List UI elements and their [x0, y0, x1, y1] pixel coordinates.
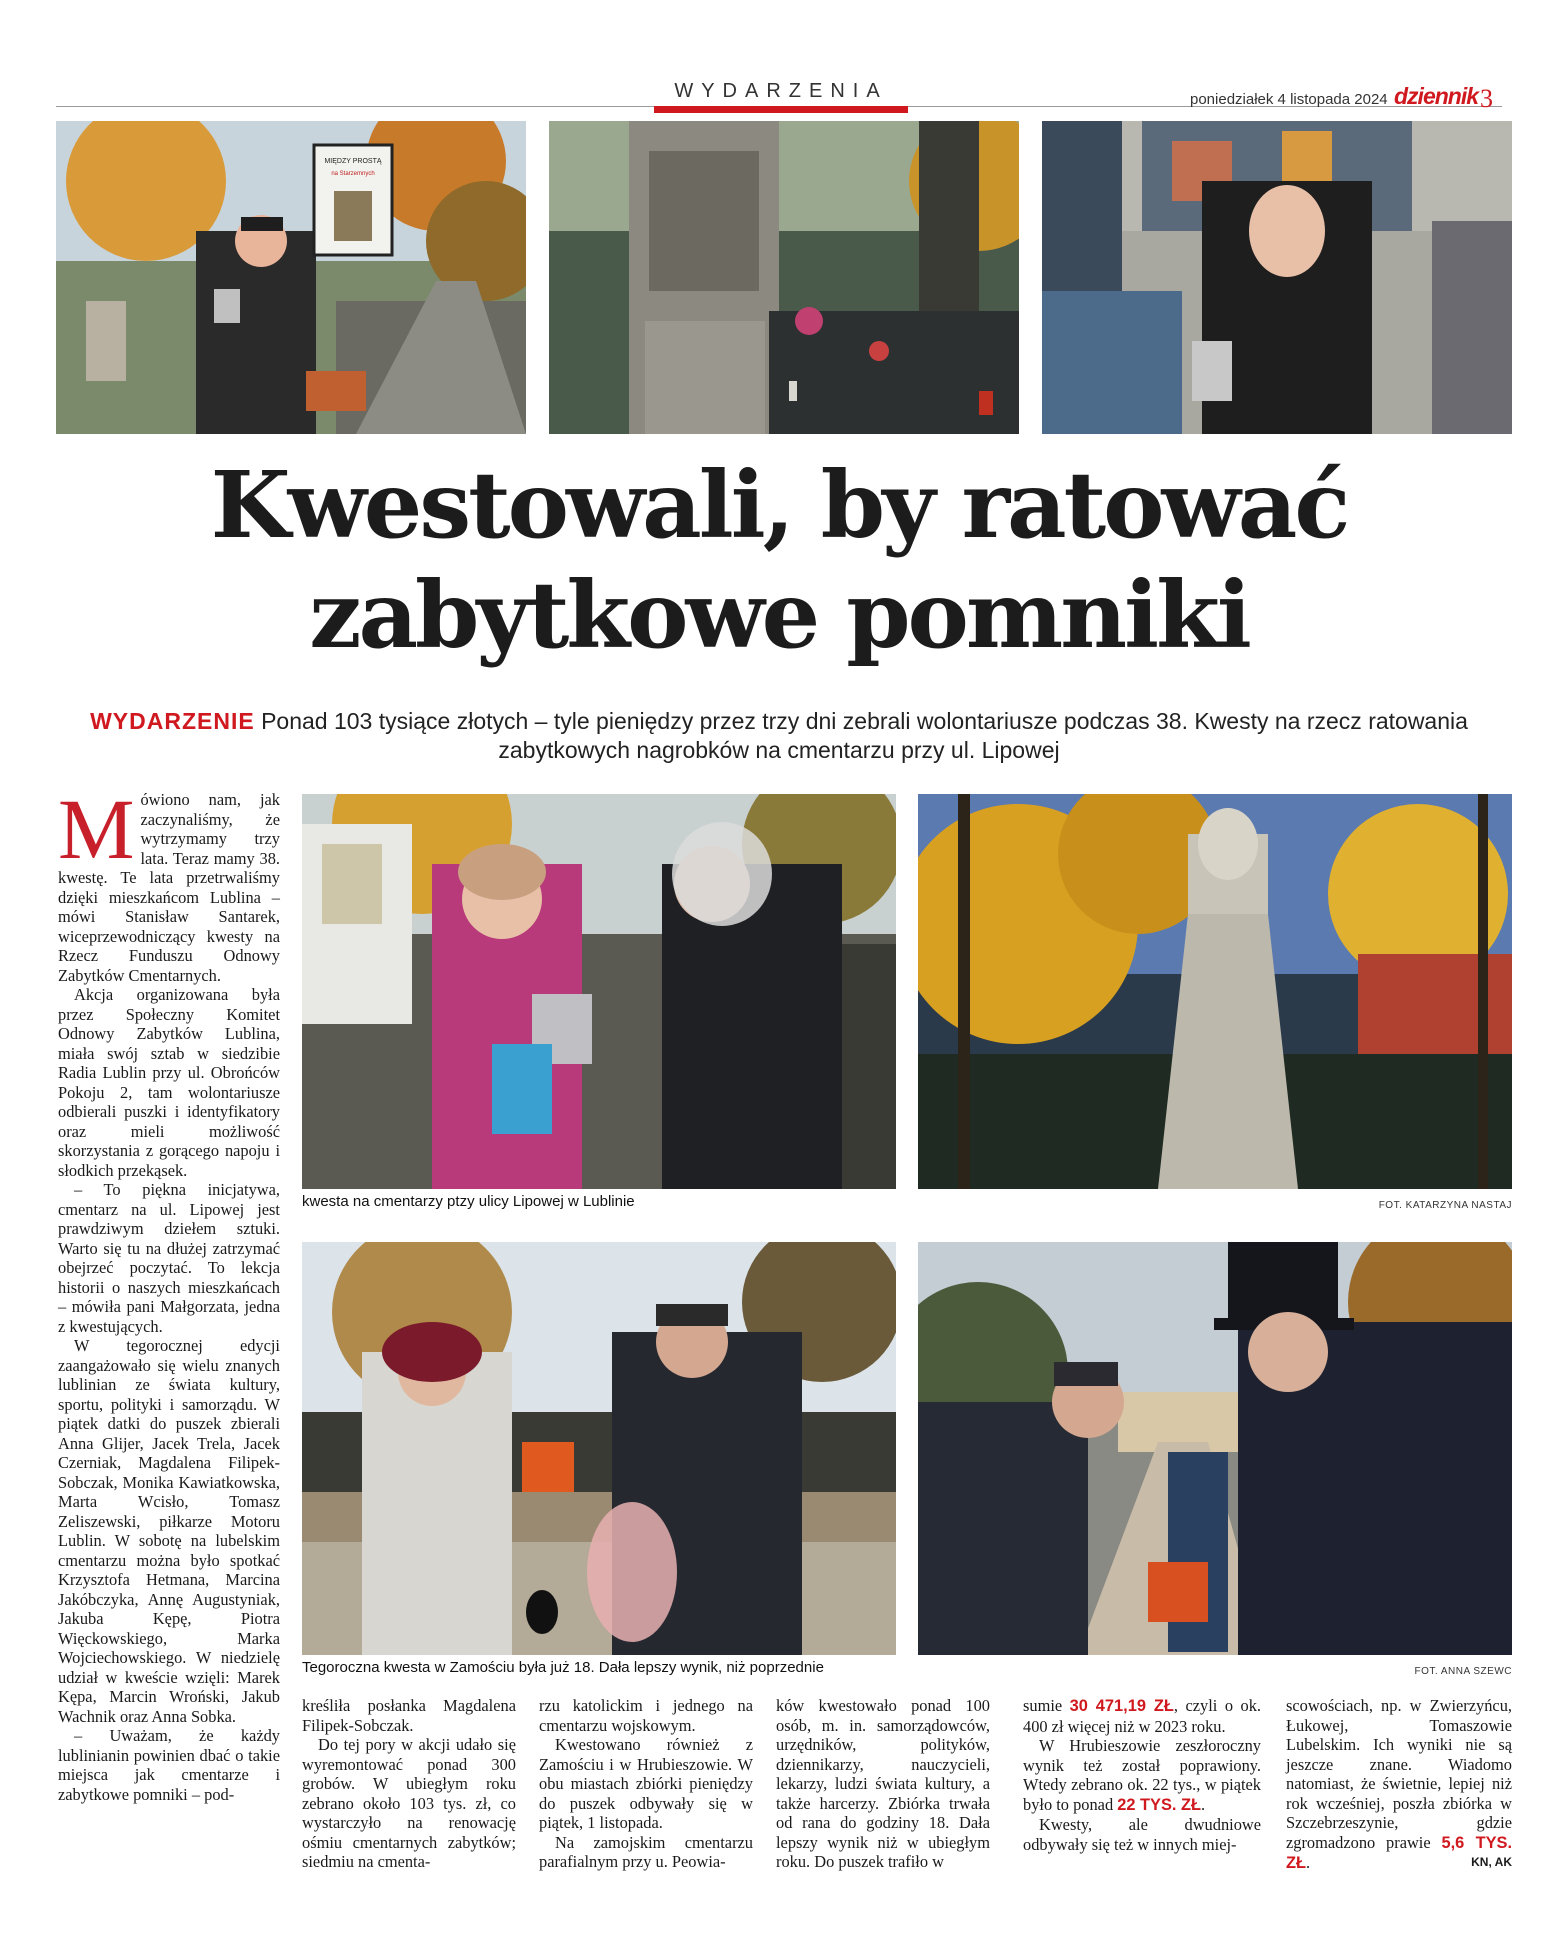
section-underline — [654, 106, 908, 113]
text-run: . — [1306, 1853, 1311, 1872]
article-column-1 — [58, 781, 280, 1804]
photo-zamosc-tophat-collector — [918, 1242, 1512, 1655]
article-column-5 — [1023, 1696, 1261, 1854]
paragraph: W tegorocznej edycji zaangażowało się wielu znanych lublinian ze świata kultury, sportu, polityki i samorządu. W piątek datki do puszek zbierali Anna Glijer, Jacek Trela, Jacek Czerniak, Magdalena Filipek-Sobczak, Monika Kawiatkowska, Marta Wcisło, Tomasz Zeliszewski, piłkarze Motoru Lublin. W sobotę na lubelskim cmentarzu można było spotkać Krzysztofa Hetmana, Marcina Jakóbczyka, Annę Augustyniak, Jakuba Kępę, Piotra Więckowskiego, Marka Wojciechowskiego. W niedzielę udział w kweście wzięli: Marek Kępa, Marcin Wroński, Jakub Wachnik oraz Anna Sobka. — [58, 1336, 280, 1726]
photo-collector-with-sign — [56, 121, 526, 434]
issue-date: poniedziałek 4 listopada 2024 — [1190, 91, 1388, 108]
headline-line-1: Kwestowali, by ratować — [210, 451, 1348, 559]
caption-photos-zamosc: Tegoroczna kwesta w Zamościu była już 18. Dała lepszy wynik, niż poprzednie — [302, 1659, 824, 1676]
paragraph-intro-text: ówiono nam, jak zaczynaliśmy, że wytrzymamy trzy lata. Teraz mamy 38. kwestę. Te lata przetrwaliśmy dzięki mieszkańcom Lublina – mówi Stanisław Santarek, wiceprzewodniczący kwesty na Rzecz Funduszu Odnowy Zabytków Cmentarnych. — [58, 790, 280, 985]
section-label: WYDARZENIA — [674, 80, 888, 102]
paragraph: kreśliła posłanka Magdalena Filipek-Sobczak. — [302, 1696, 516, 1735]
paragraph — [1286, 1696, 1512, 1874]
paragraph-intro — [58, 781, 280, 985]
article-column-4 — [776, 1696, 990, 1872]
article-column-2 — [302, 1696, 516, 1872]
paragraph: ków kwestowało ponad 100 osób, m. in. samorządowców, urzędników, polityków, dziennikarzy, nauczycieli, lekarzy, ludzi świata kultury, a także harcerzy. Zbiórka trwała od rana do godziny 18. Dała lepszy wynik niż w ubiegłym roku. Do puszek trafiło w — [776, 1696, 990, 1871]
paragraph: Do tej pory w akcji udało się wyremontować ponad 300 grobów. W ubiegłym roku zebrano około 103 tys. zł, co wystarczyło na renowację ośmiu cmentarnych zabytków; siedmiu na cmenta- — [302, 1735, 516, 1871]
lead-kicker: WYDARZENIE — [90, 708, 255, 734]
photo-credit-1: FOT. KATARZYNA NASTAJ — [1378, 1200, 1512, 1211]
headline-line-2: zabytkowe pomniki — [309, 561, 1249, 669]
paragraph: – To piękna inicjatywa, cmentarz na ul. Lipowej jest prawdziwym dziełem sztuki. Warto się tu na dłużej zatrzymać obejrzeć poczytać. To lekcja historii o naszych mieszkańcach – mówiła pani Małgorzata, jedna z kwestujących. — [58, 1180, 280, 1336]
photo-old-tombstone — [549, 121, 1019, 434]
paragraph: rzu katolickim i jednego na cmentarzu wojskowym. — [539, 1696, 753, 1735]
article-lead — [70, 707, 1488, 765]
text-run: , czyli o ok. 400 zł więcej niż w 2023 roku. — [1023, 1696, 1262, 1736]
text-run: W Hrubieszowie zeszłoroczny wynik też został poprawiony. Wtedy zebrano ok. 22 tys., w piątek było to ponad — [1023, 1736, 1261, 1814]
sign-subtitle: na Starzemnych — [331, 171, 375, 177]
lead-text: Ponad 103 tysiące złotych – tyle pieniędzy przez trzy dni zebrali wolontariusze podczas 38. Kwesty na rzecz ratowania zabytkowych nagrobków na cmentarzu przy ul. Lipowej — [261, 708, 1468, 763]
text-run: . — [1201, 1794, 1206, 1814]
paragraph: Kwestowano również z Zamościu i w Hrubieszowie. W obu miastach zbiórki pieniędzy do puszek odbywały się w piątek, 1 listopada. — [539, 1735, 753, 1832]
amount-szczebrzeszyn: 5,6 TYS. ZŁ — [1286, 1833, 1512, 1872]
paragraph: Kwesty, ale dwudniowe odbywały się też w innych miej- — [1023, 1815, 1261, 1854]
amount-zamosc: 30 471,19 ZŁ — [1069, 1697, 1174, 1715]
caption-photos-lipowa: kwesta na cmentarzy ptzy ulicy Lipowej w Lublinie — [302, 1193, 635, 1210]
page-number: 3 — [1480, 84, 1493, 113]
paragraph — [1023, 1696, 1261, 1736]
photo-credit-2: FOT. ANNA SZEWC — [1414, 1666, 1512, 1677]
paragraph: Na zamojskim cmentarzu parafialnym przy u. Peowia- — [539, 1832, 753, 1871]
amount-hrubieszow: 22 TYS. ZŁ — [1117, 1795, 1202, 1814]
author-signature: KN, AK — [1471, 1855, 1512, 1869]
brand-logo: dziennik — [1394, 83, 1479, 109]
photo-woman-donating-to-collector — [302, 794, 896, 1189]
photo-zamosc-costume-collector — [302, 1242, 896, 1655]
sign-title: MIĘDZY PROSTĄ — [324, 158, 382, 165]
paragraph: Akcja organizowana była przez Społeczny Komitet Odnowy Zabytków Lublina, miała swój sztab w siedzibie Radia Lublin przy ul. Obrońców Pokoju 2, tam wolontariusze odbierali puszki i identyfikatory oraz mieli możliwość skorzystania z gorącego napoju i słodkich przekąsek. — [58, 985, 280, 1180]
text-run: scowościach, np. w Zwierzyńcu, Łukowej, Tomaszowie Lubelskim. Ich wyniki nie są jeszcze znane. Wiadomo natomiast, że świetnie, lepiej niż rok wcześniej, poszła zbiórka w Szczebrzeszynie, gdzie zgromadzono prawie — [1286, 1696, 1512, 1852]
photo-young-woman-donating — [1042, 121, 1512, 434]
article-column-3 — [539, 1696, 753, 1872]
paragraph: – Uważam, że każdy lublinianin powinien dbać o takie miejsca jak cmentarze i zabytkowe pomniki – pod- — [58, 1726, 280, 1804]
drop-cap: M — [58, 781, 135, 877]
article-column-6 — [1286, 1696, 1512, 1874]
paragraph — [1023, 1736, 1261, 1815]
text-run: sumie — [1023, 1696, 1070, 1715]
photo-angel-statue — [918, 794, 1512, 1189]
article-headline — [40, 450, 1518, 670]
